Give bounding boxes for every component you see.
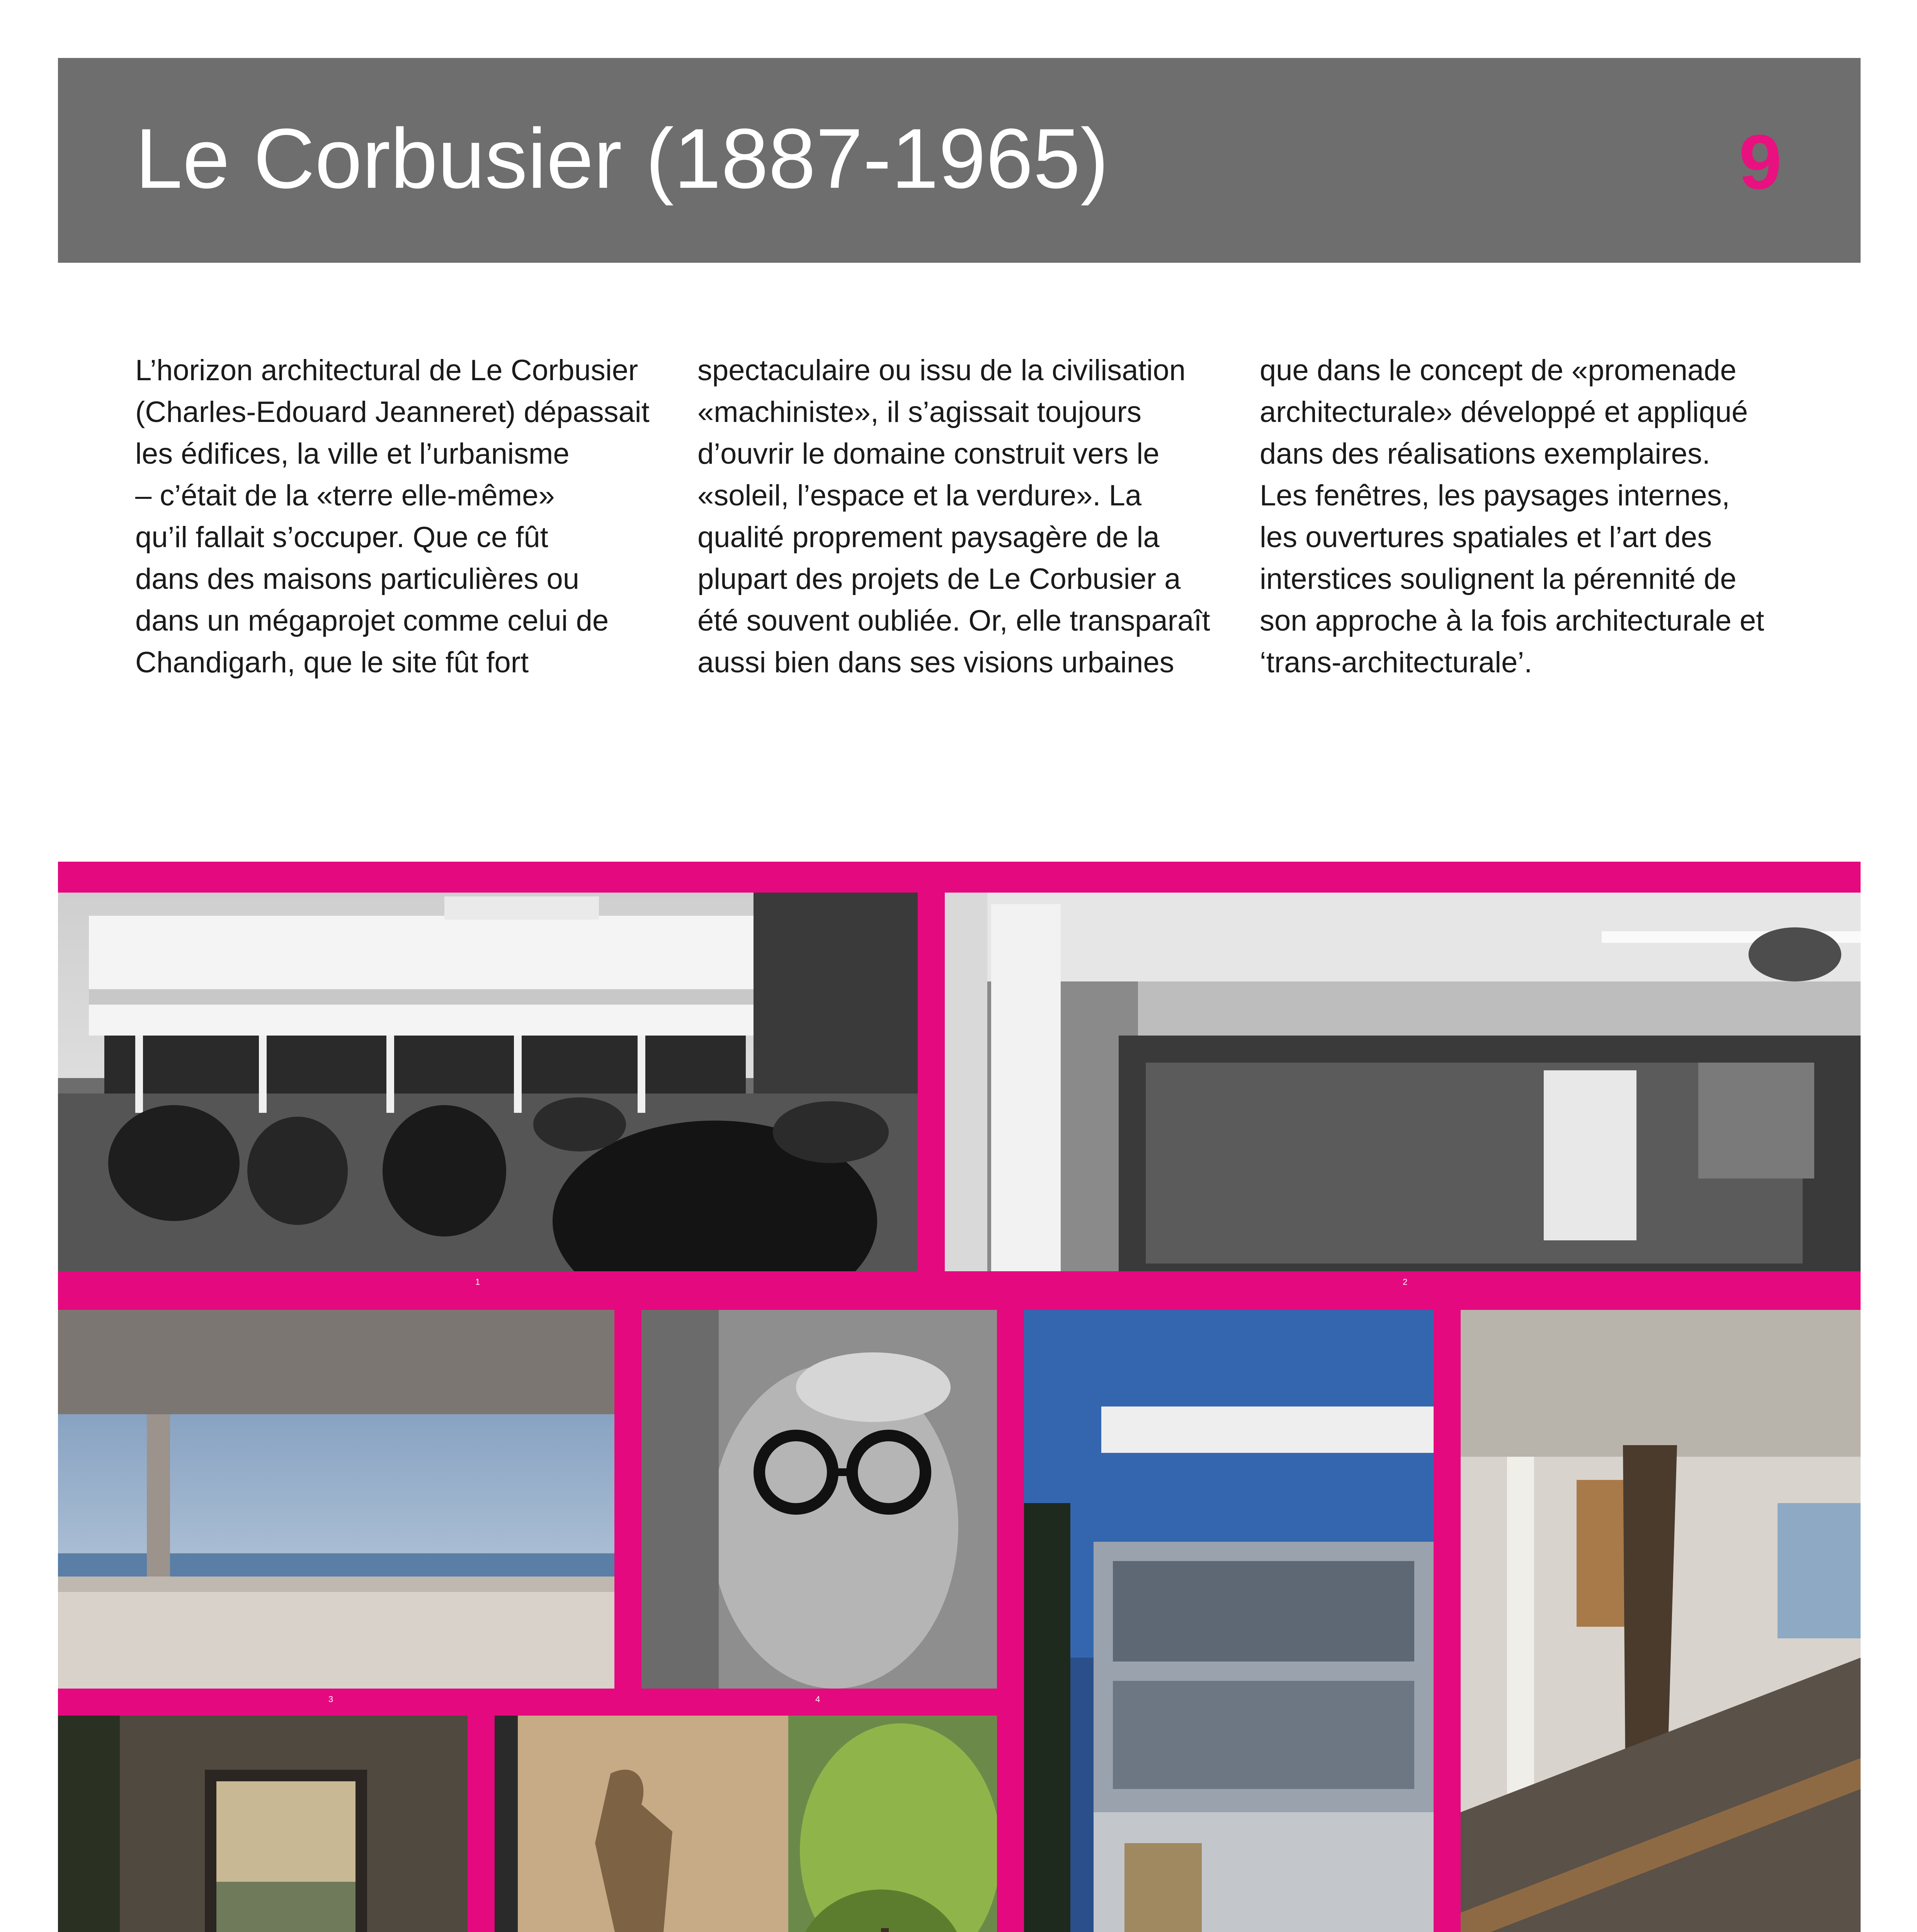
intro-line: que dans le concept de «promenade [1260, 354, 1737, 387]
intro-line: spectaculaire ou issu de la civilisation [697, 354, 1186, 387]
intro-line: les édifices, la ville et l’urbanisme [135, 437, 570, 470]
intro-line: son approche à la fois architecturale et [1260, 604, 1764, 637]
intro-column-3 [1260, 350, 1808, 684]
photo-casa-curutchet-facade [1024, 1310, 1434, 1932]
intro-line: «soleil, l’espace et la verdure». La [697, 479, 1142, 512]
intro-line: (Charles-Edouard Jeanneret) dépassait [135, 396, 650, 429]
photo-villa-savoye-interior [945, 893, 1861, 1271]
intro-column-1 [135, 350, 684, 684]
photo-portrait-le-corbusier [641, 1310, 997, 1689]
page-title: Le Corbusier (1887-1965) [135, 111, 1109, 206]
intro-line: plupart des projets de Le Corbusier a [697, 563, 1181, 595]
intro-line: d’ouvrir le domaine construit vers le [697, 437, 1160, 470]
intro-line: aussi bien dans ses visions urbaines [697, 646, 1174, 679]
intro-line: «machiniste», il s’agissait toujours [697, 396, 1141, 429]
photo-chandigarh-modulor [495, 1716, 997, 1932]
intro-line: été souvent oubliée. Or, elle transparaît [697, 604, 1210, 637]
intro-line: dans des maisons particulières ou [135, 563, 580, 595]
intro-line: les ouvertures spatiales et l’art des [1260, 521, 1712, 554]
page-number: 9 [1739, 119, 1782, 205]
intro-line: ‘trans-architecturale’. [1260, 646, 1533, 679]
intro-line: Les fenêtres, les paysages internes, [1260, 479, 1730, 512]
photo-unite-terrace [58, 1310, 614, 1689]
intro-line: dans des réalisations exemplaires. [1260, 437, 1710, 470]
photo-caption: 3 [328, 1694, 333, 1704]
intro-line: L’horizon architectural de Le Corbusier [135, 354, 638, 387]
intro-line: dans un mégaprojet comme celui de [135, 604, 609, 637]
photo-casa-curutchet-interior [1461, 1310, 1861, 1932]
intro-line: Chandigarh, que le site fût fort [135, 646, 529, 679]
photo-caption: 4 [815, 1694, 820, 1704]
intro-line: interstices soulignent la pérennité de [1260, 563, 1737, 595]
photo-caption: 1 [475, 1277, 480, 1287]
photo-gallery [58, 862, 1861, 1932]
photo-cabanon-window [58, 1716, 468, 1932]
intro-line: – c’était de la «terre elle-même» [135, 479, 555, 512]
intro-line: qualité proprement paysagère de la [697, 521, 1160, 554]
intro-line: architecturale» développé et appliqué [1260, 396, 1748, 429]
intro-column-2 [697, 350, 1246, 684]
photo-villa-savoye-lawn [58, 893, 918, 1271]
photo-caption: 2 [1403, 1277, 1408, 1287]
intro-line: qu’il fallait s’occuper. Que ce fût [135, 521, 548, 554]
